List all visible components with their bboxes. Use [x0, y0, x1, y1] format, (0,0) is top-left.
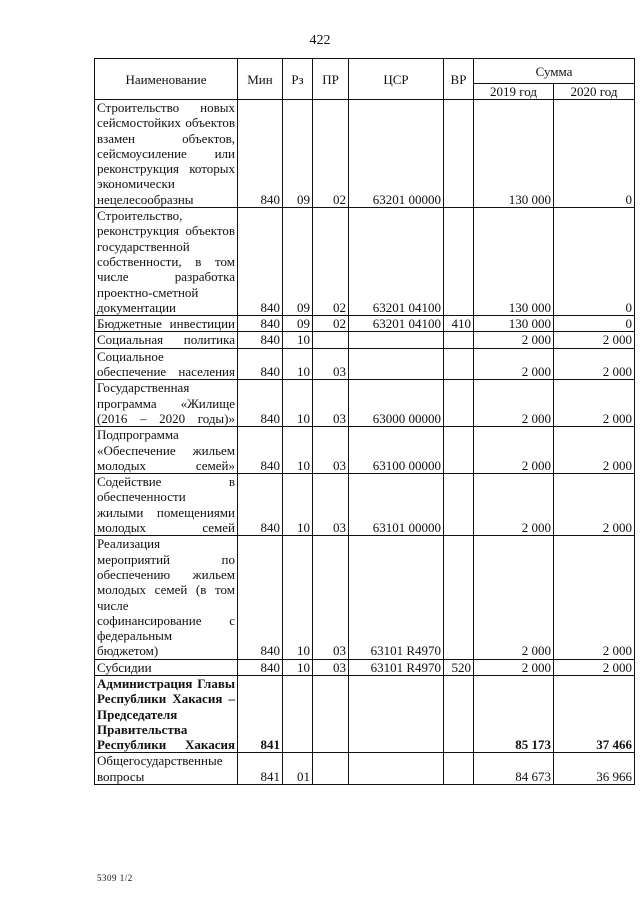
cell-2019: 85 173 [474, 675, 554, 752]
cell-name: Субсидии [95, 659, 238, 675]
page-number: 422 [309, 33, 331, 48]
table-row [95, 100, 635, 208]
table-row [95, 675, 635, 752]
cell-2019: 2 000 [474, 348, 554, 380]
cell-2019: 130 000 [474, 208, 554, 316]
cell-name: Государственная программа «Жилище (2016 – 2020 годы)» [95, 380, 238, 427]
cell-rz: 10 [283, 380, 313, 427]
cell-rz: 10 [283, 427, 313, 474]
cell-pr: 03 [313, 380, 349, 427]
header-year-2019: 2019 год [474, 84, 554, 100]
cell-2020: 2 000 [554, 332, 635, 348]
cell-min: 840 [238, 427, 283, 474]
cell-2019: 2 000 [474, 332, 554, 348]
cell-vr [444, 332, 474, 348]
cell-pr: 02 [313, 316, 349, 332]
table-row [95, 380, 635, 427]
table-row [95, 536, 635, 659]
cell-min: 840 [238, 208, 283, 316]
header-pr: ПР [313, 59, 349, 100]
cell-2020: 2 000 [554, 380, 635, 427]
cell-rz: 10 [283, 536, 313, 659]
cell-pr: 02 [313, 100, 349, 208]
header-csr: ЦСР [349, 59, 444, 100]
cell-csr: 63201 04100 [349, 208, 444, 316]
cell-vr [444, 208, 474, 316]
cell-2019: 2 000 [474, 659, 554, 675]
cell-2019: 2 000 [474, 474, 554, 536]
cell-2020: 37 466 [554, 675, 635, 752]
cell-2020: 2 000 [554, 659, 635, 675]
cell-csr [349, 753, 444, 785]
header-min: Мин [238, 59, 283, 100]
cell-2019: 2 000 [474, 427, 554, 474]
cell-pr [313, 332, 349, 348]
cell-csr [349, 332, 444, 348]
cell-pr [313, 675, 349, 752]
cell-name: Администрация Главы Республики Хакасия – Председателя Правительства Республики Хакасия [95, 675, 238, 752]
table-row [95, 332, 635, 348]
cell-csr: 63201 04100 [349, 316, 444, 332]
cell-min: 840 [238, 348, 283, 380]
cell-2020: 36 966 [554, 753, 635, 785]
cell-rz: 10 [283, 332, 313, 348]
table-row [95, 348, 635, 380]
cell-rz: 10 [283, 474, 313, 536]
cell-pr: 03 [313, 659, 349, 675]
cell-rz: 10 [283, 348, 313, 380]
cell-name: Общегосударственные вопросы [95, 753, 238, 785]
cell-name: Строительство новых сейсмостойких объектов взамен объектов, сейсмоусиление или реконструкция которых экономически нецелесообразны [95, 100, 238, 208]
cell-name: Реализация мероприятий по обеспечению жильем молодых семей (в том числе софинансирование с федеральным бюджетом) [95, 536, 238, 659]
cell-csr: 63101 00000 [349, 474, 444, 536]
cell-vr [444, 675, 474, 752]
cell-rz: 09 [283, 100, 313, 208]
cell-2020: 0 [554, 208, 635, 316]
cell-2019: 130 000 [474, 316, 554, 332]
cell-name: Строительство, реконструкция объектов государственной собственности, в том числе разработка проектно-сметной документации [95, 208, 238, 316]
cell-csr: 63101 R4970 [349, 659, 444, 675]
cell-csr [349, 675, 444, 752]
cell-2020: 0 [554, 100, 635, 208]
cell-vr: 520 [444, 659, 474, 675]
table-row [95, 753, 635, 785]
cell-rz: 09 [283, 316, 313, 332]
cell-pr: 03 [313, 427, 349, 474]
header-year-2020: 2020 год [554, 84, 635, 100]
cell-vr [444, 100, 474, 208]
cell-csr: 63000 00000 [349, 380, 444, 427]
table-row [95, 474, 635, 536]
cell-2020: 2 000 [554, 348, 635, 380]
header-rz: Рз [283, 59, 313, 100]
cell-name: Подпрограмма «Обеспечение жильем молодых семей» [95, 427, 238, 474]
cell-csr: 63101 R4970 [349, 536, 444, 659]
cell-vr [444, 753, 474, 785]
cell-2019: 2 000 [474, 380, 554, 427]
cell-2019: 130 000 [474, 100, 554, 208]
cell-vr [444, 427, 474, 474]
cell-csr: 63201 00000 [349, 100, 444, 208]
cell-min: 840 [238, 536, 283, 659]
cell-rz: 01 [283, 753, 313, 785]
cell-min: 840 [238, 332, 283, 348]
table-row [95, 427, 635, 474]
cell-csr: 63100 00000 [349, 427, 444, 474]
table-row [95, 316, 635, 332]
cell-2020: 0 [554, 316, 635, 332]
cell-rz: 09 [283, 208, 313, 316]
cell-min: 841 [238, 675, 283, 752]
cell-2019: 84 673 [474, 753, 554, 785]
cell-2020: 2 000 [554, 474, 635, 536]
cell-name: Социальная политика [95, 332, 238, 348]
header-name: Наименование [95, 59, 238, 100]
cell-2020: 2 000 [554, 427, 635, 474]
cell-name: Содействие в обеспеченности жилыми помещениями молодых семей [95, 474, 238, 536]
cell-min: 840 [238, 659, 283, 675]
cell-vr [444, 348, 474, 380]
budget-table [94, 58, 635, 785]
cell-vr: 410 [444, 316, 474, 332]
cell-rz [283, 675, 313, 752]
header-sum: Сумма [474, 59, 635, 84]
cell-2019: 2 000 [474, 536, 554, 659]
cell-csr [349, 348, 444, 380]
cell-vr [444, 380, 474, 427]
cell-min: 840 [238, 474, 283, 536]
table-row [95, 208, 635, 316]
header-vr: ВР [444, 59, 474, 100]
cell-min: 840 [238, 316, 283, 332]
cell-pr: 03 [313, 474, 349, 536]
cell-min: 840 [238, 100, 283, 208]
cell-name: Социальное обеспечение населения [95, 348, 238, 380]
cell-min: 840 [238, 380, 283, 427]
cell-pr: 03 [313, 536, 349, 659]
cell-2020: 2 000 [554, 536, 635, 659]
cell-pr [313, 753, 349, 785]
cell-rz: 10 [283, 659, 313, 675]
cell-vr [444, 536, 474, 659]
cell-name: Бюджетные инвестиции [95, 316, 238, 332]
cell-pr: 02 [313, 208, 349, 316]
cell-pr: 03 [313, 348, 349, 380]
cell-vr [444, 474, 474, 536]
table-body [95, 100, 635, 785]
table-row [95, 659, 635, 675]
cell-min: 841 [238, 753, 283, 785]
footer-code: 5309 1/2 [97, 873, 133, 883]
